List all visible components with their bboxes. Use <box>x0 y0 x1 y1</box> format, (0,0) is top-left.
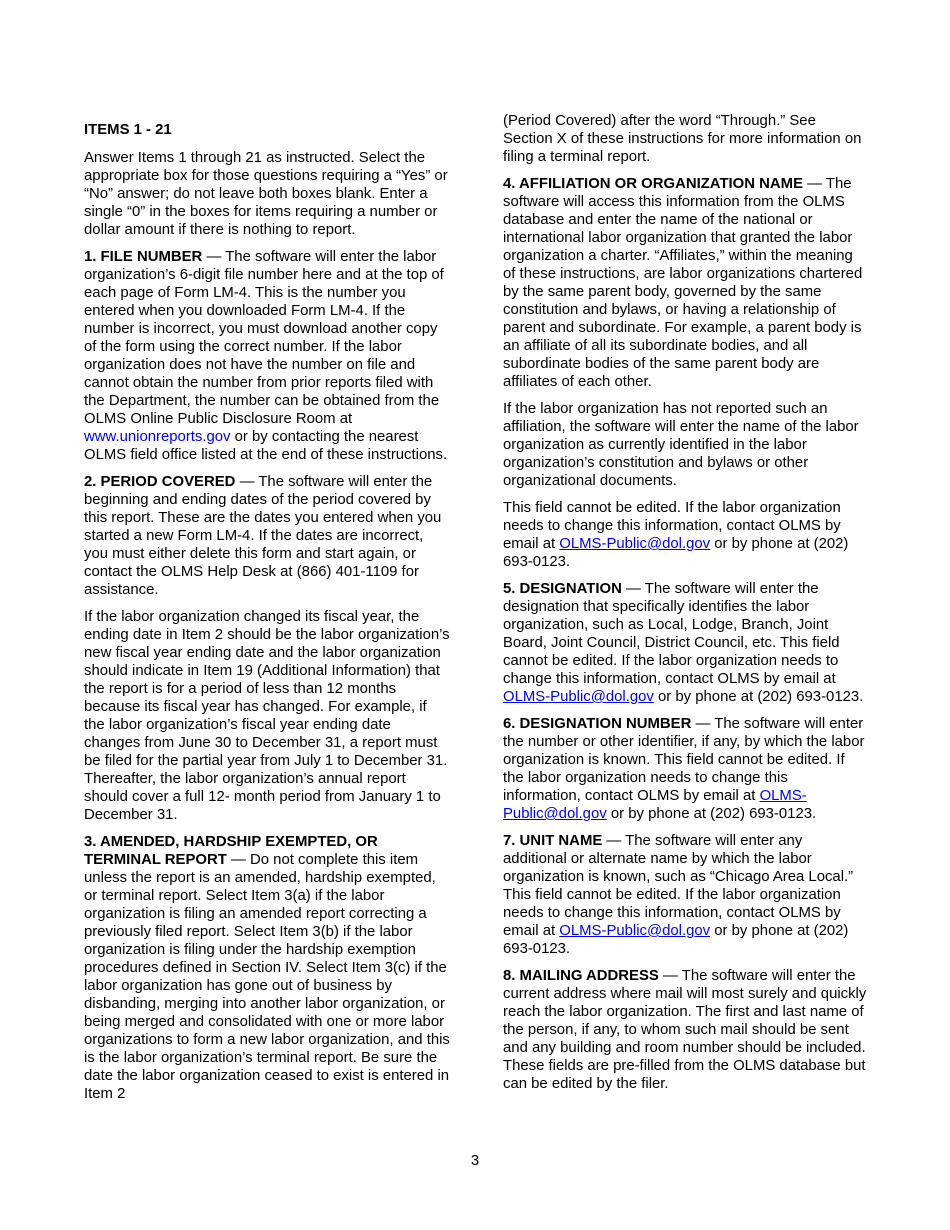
item-6-paragraph <box>503 715 869 823</box>
item-2-title: 2. PERIOD COVERED <box>84 474 236 490</box>
item-4-title: 4. AFFILIATION OR ORGANIZATION NAME <box>503 176 803 192</box>
email-link-item-7[interactable]: OLMS-Public@dol.gov <box>559 923 711 939</box>
email-link-item-5[interactable]: OLMS-Public@dol.gov <box>503 689 654 705</box>
intro-paragraph: Answer Items 1 through 21 as instructed. Select the appropriate box for those questions requiring a “Yes” or “No” answer; do not leave both boxes blank. Enter a single “0” in the boxes for items requiring a number or dollar amount if there is nothing to report. <box>84 150 448 238</box>
item-7-paragraph <box>503 832 869 958</box>
item-1-title: 1. FILE NUMBER <box>84 249 203 265</box>
item-4-para3-b: or by phone at (202) 693-0123. <box>503 536 849 570</box>
item-7-title: 7. UNIT NAME <box>503 833 603 849</box>
unionreports-link[interactable]: www.unionreports.gov <box>84 429 231 445</box>
item-8-paragraph <box>503 967 869 1093</box>
item-8-title: 8. MAILING ADDRESS <box>503 968 659 984</box>
item-2-text: — The software will enter the beginning and ending dates of the period covered by this report. These are the dates you entered when you started a new Form LM-4. If the dates are incorrect, you must either delete this form and start again, or contact the OLMS Help Desk at (866) 401-1109 for assistance. <box>84 474 442 598</box>
item-6-text-b: or by phone at (202) 693-0123. <box>606 806 817 822</box>
item-1-text-a: — The software will enter the labor organization’s 6-digit file number here and at the top of each page of Form LM-4. This is the number you entered when you downloaded Form LM-4. If the number is incorrect, you must download another copy of the form using the correct number. If the labor organization does not have the number on file and cannot obtain the number from prior reports filed with the Department, the number can be obtained from the OLMS Online Public Disclosure Room at <box>84 249 444 427</box>
item-4-paragraph-3 <box>503 499 869 571</box>
item-3-paragraph <box>84 833 450 1103</box>
item-5-text-b: or by phone at (202) 693-0123. <box>653 689 864 705</box>
item-2-paragraph-2: If the labor organization changed its fiscal year, the ending date in Item 2 should be the labor organization’s new fiscal year ending date and the labor organization should indicate in Item 19 (Additional Information) that the report is for a period of less than 12 months because its fiscal year has changed. For example, if the labor organization’s fiscal year ending date changes from June 30 to December 31, a report must be filed for the partial year from July 1 to December 31. Thereafter, the labor organization’s annual report should cover a full 12- month period from January 1 to December 31. <box>84 609 450 823</box>
item-3-continued: (Period Covered) after the word “Through.” See Section X of these instructions for more information on filing a terminal report. <box>503 113 862 165</box>
right-column <box>503 112 869 1102</box>
item-5-text-a: — The software will enter the designation that specifically identifies the labor organization, such as Local, Lodge, Branch, Joint Board, Joint Council, District Council, etc. This field cannot be edited. If the labor organization needs to change this information, contact OLMS by email at <box>503 581 840 687</box>
item-2-paragraph <box>84 473 450 599</box>
item-1-paragraph <box>84 248 450 464</box>
item-3-text: — Do not complete this item unless the report is an amended, hardship exempted, or terminal report. Select Item 3(a) if the labor organization is filing an amended report correcting a previously filed report. Select Item 3(b) if the labor organization is filing under the hardship exemption procedures defined in Section IV. Select Item 3(c) if the labor organization has gone out of business by disbanding, merging into another labor organization, or being merged and consolidated with one or more labor organizations to form a new labor organization, and this is the labor organization’s terminal report. Be sure the date the labor organization ceased to exist is entered in Item 2 <box>84 852 450 1102</box>
email-link-item-4[interactable]: OLMS-Public@dol.gov <box>559 536 711 552</box>
item-7-text-b: or by phone at (202) 693-0123. <box>503 923 849 957</box>
item-5-title: 5. DESIGNATION <box>503 581 622 597</box>
item-4-paragraph-2: If the labor organization has not reported such an affiliation, the software will enter the name of the labor organization as currently identified in the labor organization’s constitution and bylaws or other organizational documents. <box>503 401 859 489</box>
section-heading: ITEMS 1 - 21 <box>84 122 172 138</box>
email-link-item-6[interactable]: OLMS-Public@dol.gov <box>503 788 807 822</box>
item-5-paragraph <box>503 580 869 706</box>
page-number: 3 <box>470 1153 480 1169</box>
item-1-text-b: or by contacting the nearest OLMS field office listed at the end of these instructions. <box>84 429 448 463</box>
item-8-text: — The software will enter the current address where mail will most surely and quickly reach the labor organization. The first and last name of the person, if any, to whom such mail should be sent and any building and room number should be included. These fields are pre-filled from the OLMS database but can be edited by the filer. <box>503 968 867 1092</box>
item-4-para3-a: This field cannot be edited. If the labor organization needs to change this information, contact OLMS by email at <box>503 500 841 552</box>
item-4-paragraph <box>503 175 869 391</box>
item-6-text-a: — The software will enter the number or other identifier, if any, by which the labor organization is known. This field cannot be edited. If the labor organization needs to change this information, contact OLMS by email at <box>503 716 865 804</box>
item-7-text-a: — The software will enter any additional or alternate name by which the labor organization is known, such as “Chicago Area Local.” This field cannot be edited. If the labor organization needs to change this information, contact OLMS by email at <box>503 833 854 939</box>
item-3-title: 3. AMENDED, HARDSHIP EXEMPTED, OR TERMINAL REPORT <box>84 834 378 868</box>
item-6-title: 6. DESIGNATION NUMBER <box>503 716 692 732</box>
item-4-text: — The software will access this information from the OLMS database and enter the name of the national or international labor organization that granted the labor organization a charter. “Affiliates,” within the meaning of these instructions, are labor organizations chartered by the same parent body, governed by the same constitution and bylaws, or having a relationship of parent and subordinate. For example, a parent body is an affiliate of all its subordinate bodies, and all subordinate bodies of the same parent body are affiliates of each other. <box>503 176 863 390</box>
left-column <box>84 121 450 1112</box>
